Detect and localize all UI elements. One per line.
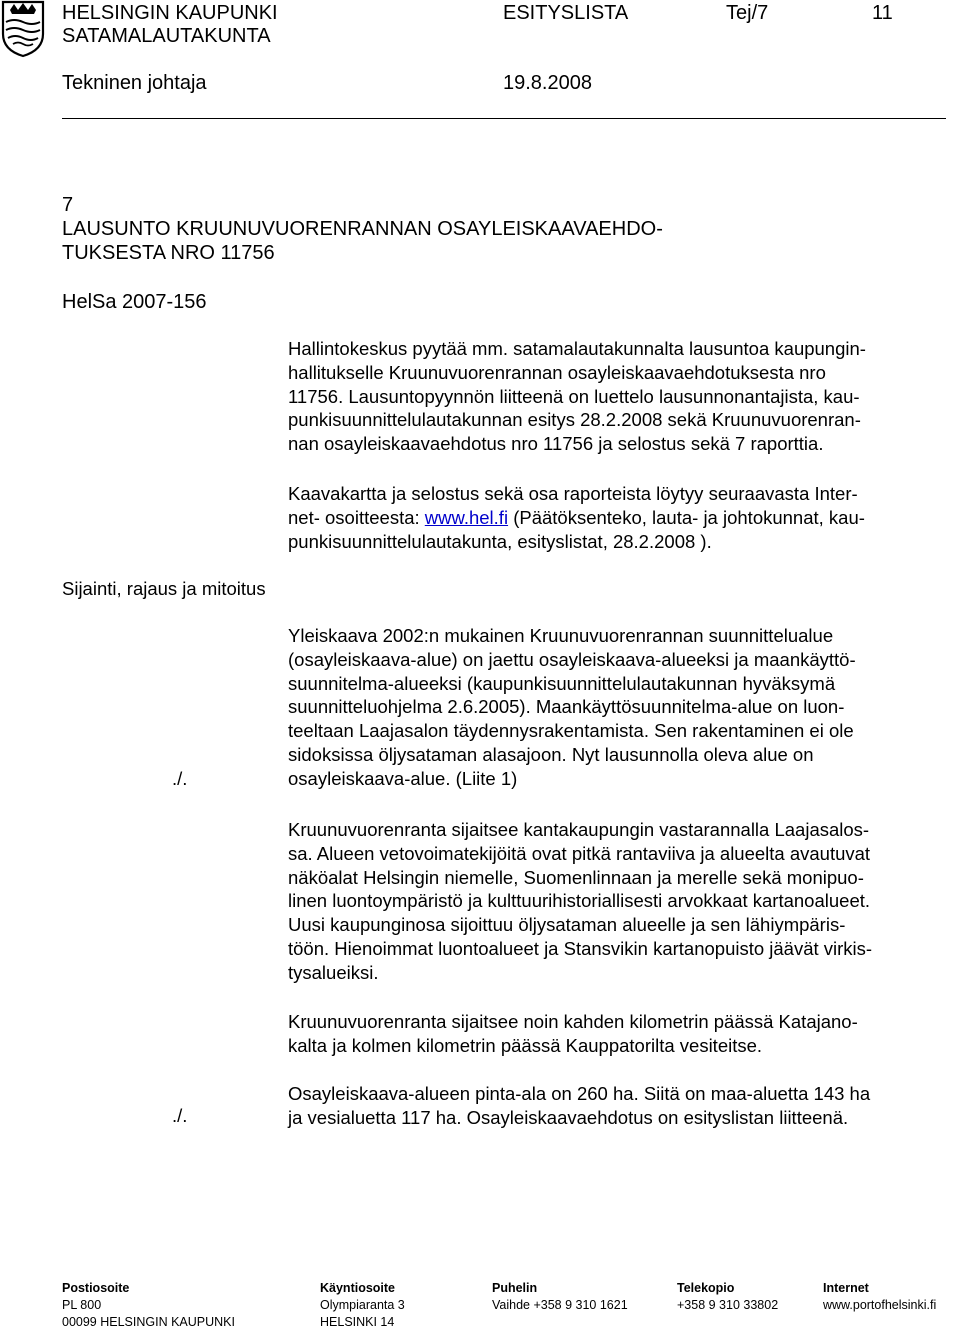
item-reference: HelSa 2007-156 <box>62 291 207 313</box>
paragraph-online <box>288 482 953 553</box>
paragraph-general-plan <box>288 624 953 791</box>
header-divider <box>62 118 946 119</box>
text-line: näköalat Helsingin niemelle, Suomenlinnaan ja merelle sekä monipuo- <box>288 866 864 888</box>
paragraph-distance <box>288 1010 953 1058</box>
footer-value: HELSINKI 14 <box>320 1315 395 1329</box>
text-line: linen luontoympäristö ja kulttuurihistoriallisesti arvokkaat kartanoalueet. <box>288 890 871 912</box>
text-line: punkisuunnittelulautakunnan esitys 28.2.2008 sekä Kruunuvuorenran- <box>288 409 861 431</box>
footer-heading: Telekopio <box>677 1281 735 1295</box>
footer-internet <box>823 1280 936 1314</box>
footer-visiting-address <box>320 1280 405 1331</box>
footer-postal-address <box>62 1280 235 1331</box>
text-line: (osayleiskaava-alue) on jaettu osayleiskaava-alueeksi ja maankäyttö- <box>288 648 856 670</box>
text-line: Kruunuvuorenranta sijaitsee kantakaupungin vastarannalla Laajasalos- <box>288 819 870 840</box>
section-code: Tej/7 <box>726 2 769 24</box>
footer-value: Vaihde +358 9 310 1621 <box>492 1298 628 1312</box>
text-line: Kaavakartta ja selostus sekä osa raporteista löytyy seuraavasta Inter- <box>288 483 858 504</box>
text-line: nan osayleiskaavaehdotus nro 11756 ja selostus sekä 7 raporttia. <box>288 433 824 455</box>
item-number: 7 <box>62 194 74 216</box>
text-line: suunnitelma-alueeksi (kaupunkisuunnittelulautakunnan hyväksymä <box>288 672 836 694</box>
helsinki-crest-logo <box>0 0 46 58</box>
text-line: teeltaan Laajasalon täydennysrakentamista. Sen rakentaminen ei ole <box>288 720 854 742</box>
text-line: ja vesialuetta 117 ha. Osayleiskaavaehdotus on esityslistan liitteenä. <box>288 1106 849 1128</box>
org-name: HELSINGIN KAUPUNKI <box>62 2 278 24</box>
footer-fax <box>677 1280 778 1314</box>
author: Tekninen johtaja <box>62 72 207 94</box>
paragraph-area <box>288 1082 953 1130</box>
text-line: töön. Hienoimmat luontoalueet ja Stansvikin kartanopuisto jäävät virkis- <box>288 937 873 959</box>
text-line: suunnitteluohjelma 2.6.2005). Maankäyttösuunnitelma-alue on luon- <box>288 696 845 718</box>
footer-heading: Postiosoite <box>62 1281 130 1295</box>
footer-value: 00099 HELSINGIN KAUPUNKI <box>62 1315 235 1329</box>
footer-website: www.portofhelsinki.fi <box>823 1298 937 1312</box>
board-name: SATAMALAUTAKUNTA <box>62 25 271 47</box>
footer-heading: Internet <box>823 1281 869 1295</box>
text-line: Osayleiskaava-alueen pinta-ala on 260 ha. Siitä on maa-aluetta 143 ha <box>288 1083 871 1104</box>
text-line: tysalueiksi. <box>288 961 379 983</box>
item-title-line1: LAUSUNTO KRUUNUVUORENRANNAN OSAYLEISKAAVAEHDO- <box>62 218 663 240</box>
text-fragment: (Päätöksenteko, lauta- ja johtokunnat, kau- <box>508 506 865 528</box>
text-line: kalta ja kolmen kilometrin päässä Kauppatorilta vesiteitse. <box>288 1034 763 1056</box>
footer-heading: Puhelin <box>492 1281 538 1295</box>
footer-value: +358 9 310 33802 <box>677 1298 779 1312</box>
text-line: hallitukselle Kruunuvuorenrannan osayleiskaavaehdotuksesta nro <box>288 361 826 383</box>
footer-phone <box>492 1280 628 1314</box>
text-line: osayleiskaava-alue. (Liite 1) <box>288 767 518 789</box>
side-heading: Sijainti, rajaus ja mitoitus <box>62 578 266 599</box>
text-line: 11756. Lausuntopyynnön liitteenä on luettelo lausunnonantajista, kau- <box>288 385 860 407</box>
text-line: sidoksissa öljysataman alasajoon. Nyt lausunnolla oleva alue on <box>288 743 814 765</box>
paragraph-request <box>288 337 953 456</box>
document-type: ESITYSLISTA <box>503 2 629 24</box>
text-line: Kruunuvuorenranta sijaitsee noin kahden kilometrin päässä Katajano- <box>288 1011 858 1032</box>
text-line: sa. Alueen vetovoimatekijöitä ovat pitkä rantaviiva ja alueelta avautuvat <box>288 842 871 864</box>
text-fragment: net- osoitteesta: <box>288 506 425 528</box>
item-title-line2: TUKSESTA NRO 11756 <box>62 242 275 264</box>
website-link[interactable]: www.hel.fi <box>424 506 509 528</box>
text-line: Hallintokeskus pyytää mm. satamalautakunnalta lausuntoa kaupungin- <box>288 338 866 359</box>
attachment-mark: ./. <box>172 768 188 789</box>
text-line <box>288 506 953 530</box>
paragraph-location <box>288 818 953 985</box>
attachment-mark: ./. <box>172 1105 188 1126</box>
text-line: Uusi kaupunginosa sijoittuu öljysataman alueelle ja sen lähiympäris- <box>288 914 846 936</box>
footer-value: PL 800 <box>62 1298 102 1312</box>
meeting-date: 19.8.2008 <box>503 72 592 94</box>
text-line: punkisuunnittelulautakunta, esityslistat, 28.2.2008 ). <box>288 530 712 552</box>
page-number: 11 <box>872 2 893 24</box>
footer-value: Olympiaranta 3 <box>320 1298 405 1312</box>
footer-heading: Käyntiosoite <box>320 1281 396 1295</box>
text-line: Yleiskaava 2002:n mukainen Kruunuvuorenrannan suunnittelualue <box>288 625 834 646</box>
